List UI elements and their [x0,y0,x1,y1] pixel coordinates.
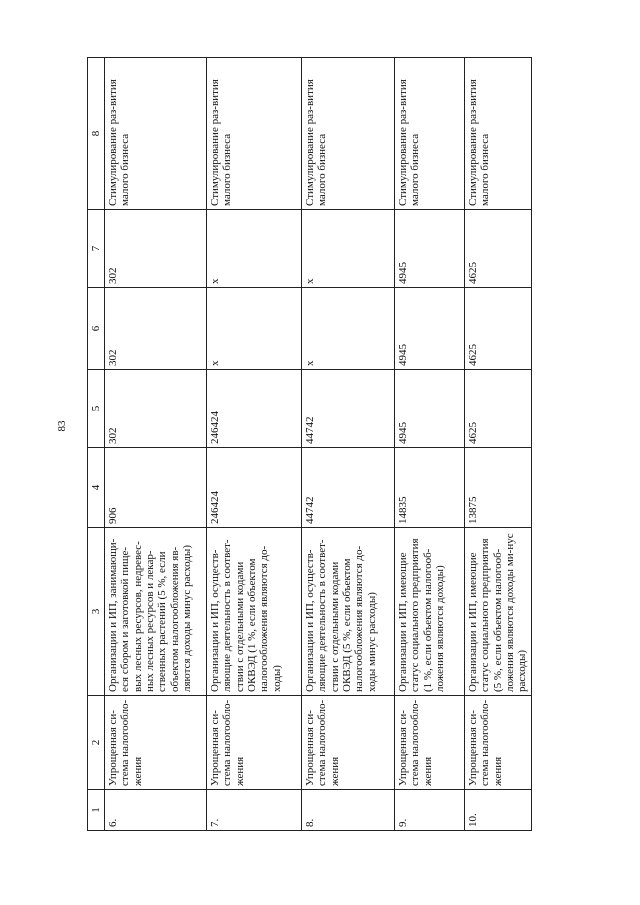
value-cell: 4945 [395,288,465,370]
goal-cell: Стимулирование раз-вития малого бизнеса [395,58,465,210]
table-row [207,58,302,831]
column-header: 7 [88,210,105,288]
taxpayer-category-cell: Организации и ИП, имеющие статус социального предприятия (1 %, если объектом налогооб-ложения являются доходы) [395,528,465,696]
taxpayer-category-cell: Организации и ИП, занимающи-еся сбором и заготовкой пище-вых лесных ресурсов, недревес-ных лесных ресурсов и лекар-ственных растений (5 %, если объектом налогообложения яв-ляются доходы минус расходы) [105,528,207,696]
value-cell: 4625 [465,288,532,370]
value-cell: 14835 [395,448,465,528]
value-cell: 246424 [207,448,302,528]
taxpayer-category-cell: Организации и ИП, имеющие статус социального предприятия (5 %, если объектом налогооб-ложения являются доходы ми-нус расходы) [465,528,532,696]
goal-cell: Стимулирование раз-вития малого бизнеса [105,58,207,210]
row-number: 10. [465,790,532,831]
tax-regime-cell: Упрощенная си-стема налогообло-жения [465,696,532,790]
tax-expenditure-table [87,57,532,831]
rotated-table-container [87,58,528,831]
table-row [395,58,465,831]
tax-regime-cell: Упрощенная си-стема налогообло-жения [207,696,302,790]
goal-cell: Стимулирование раз-вития малого бизнеса [302,58,395,210]
column-header: 1 [88,790,105,831]
column-header: 8 [88,58,105,210]
page-number: 83 [56,420,68,432]
goal-cell: Стимулирование раз-вития малого бизнеса [465,58,532,210]
column-header: 2 [88,696,105,790]
column-header: 4 [88,448,105,528]
value-cell: 906 [105,448,207,528]
column-header: 6 [88,288,105,370]
value-cell: х [302,288,395,370]
tax-regime-cell: Упрощенная си-стема налогообло-жения [105,696,207,790]
table-row [105,58,207,831]
value-cell: 44742 [302,370,395,448]
value-cell: 4945 [395,210,465,288]
value-cell: 246424 [207,370,302,448]
value-cell: х [302,210,395,288]
tax-regime-cell: Упрощенная си-стема налогообло-жения [302,696,395,790]
tax-regime-cell: Упрощенная си-стема налогообло-жения [395,696,465,790]
row-number: 6. [105,790,207,831]
value-cell: 4625 [465,370,532,448]
value-cell: 13875 [465,448,532,528]
column-header: 5 [88,370,105,448]
taxpayer-category-cell: Организации и ИП, осуществ-ляющие деятельность в соответ-ствии с отдельными кодами ОКВЭД (1 %, если объектом налогообложения являются до-ходы) [207,528,302,696]
value-cell: 302 [105,210,207,288]
table-row [302,58,395,831]
row-number: 8. [302,790,395,831]
taxpayer-category-cell: Организации и ИП, осуществ-ляющие деятельность в соответ-ствии с отдельными кодами ОКВЭД (5 %, если объектом налогообложения являются до-ходы минус расходы) [302,528,395,696]
value-cell: 4625 [465,210,532,288]
value-cell: 302 [105,370,207,448]
value-cell: х [207,210,302,288]
goal-cell: Стимулирование раз-вития малого бизнеса [207,58,302,210]
row-number: 7. [207,790,302,831]
row-number: 9. [395,790,465,831]
value-cell: 4945 [395,370,465,448]
column-header: 3 [88,528,105,696]
table-row [465,58,532,831]
value-cell: 302 [105,288,207,370]
header-row [88,58,105,831]
value-cell: х [207,288,302,370]
value-cell: 44742 [302,448,395,528]
